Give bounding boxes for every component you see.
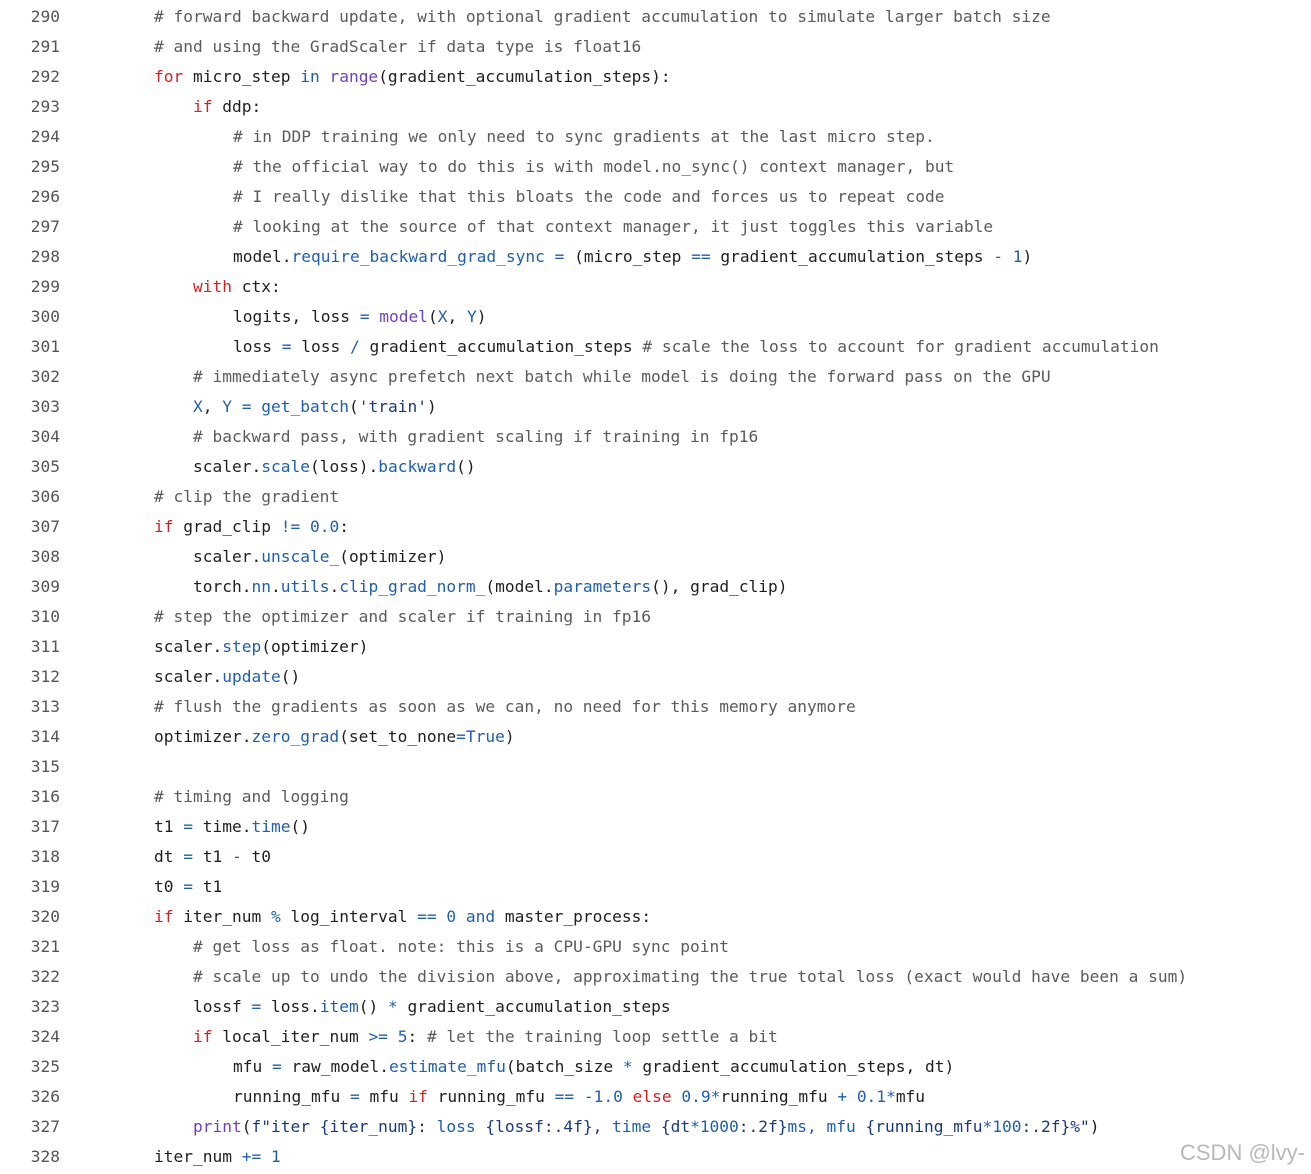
code-text xyxy=(154,872,222,902)
code-token: Y xyxy=(222,397,232,416)
code-token xyxy=(320,67,330,86)
code-token: >= xyxy=(368,1027,388,1046)
code-token xyxy=(574,1087,584,1106)
code-token: scaler. xyxy=(193,547,262,566)
code-token: item xyxy=(319,997,359,1016)
code-token: range xyxy=(329,67,379,86)
code-token: * xyxy=(387,997,398,1016)
code-token: with xyxy=(193,277,232,296)
code-text xyxy=(154,32,641,62)
code-token: = xyxy=(281,337,292,356)
code-line xyxy=(0,1142,1311,1172)
line-number: 309 xyxy=(30,577,60,596)
code-text xyxy=(193,362,1051,392)
code-text xyxy=(154,2,1051,32)
code-text xyxy=(193,392,437,422)
code-text xyxy=(193,542,446,572)
line-number: 327 xyxy=(30,1117,60,1136)
code-token: else xyxy=(632,1087,672,1106)
code-token: = xyxy=(456,727,466,746)
code-token: 'train' xyxy=(358,397,427,416)
line-number: 300 xyxy=(30,307,60,326)
line-number: 299 xyxy=(30,277,60,296)
code-line xyxy=(0,2,1311,32)
code-token xyxy=(300,517,310,536)
code-token: ( xyxy=(241,1117,252,1136)
code-token: / xyxy=(349,337,360,356)
line-number: 307 xyxy=(30,517,60,536)
code-token: # looking at the source of that context manager, it just toggles this variable xyxy=(233,217,994,236)
code-token: 0.9 xyxy=(681,1087,711,1106)
code-token: ddp: xyxy=(212,97,262,116)
code-line xyxy=(0,242,1311,272)
code-line xyxy=(0,302,1311,332)
code-line xyxy=(0,122,1311,152)
code-text xyxy=(233,182,944,212)
code-token xyxy=(388,1027,398,1046)
code-token: # forward backward update, with optional gradient accumulation to simulate larger batch size xyxy=(154,7,1051,26)
code-token xyxy=(456,907,466,926)
code-text xyxy=(154,662,300,692)
code-token: nn xyxy=(251,577,271,596)
code-token: # let the training loop settle a bit xyxy=(426,1027,778,1046)
code-line xyxy=(0,542,1311,572)
line-number: 311 xyxy=(30,637,60,656)
code-token: ) xyxy=(504,727,515,746)
code-line xyxy=(0,32,1311,62)
code-text xyxy=(233,1082,925,1112)
code-token: ( xyxy=(348,397,359,416)
code-line xyxy=(0,962,1311,992)
code-token: running_mfu xyxy=(233,1087,350,1106)
code-token: mfu xyxy=(233,1057,272,1076)
code-text xyxy=(233,302,486,332)
line-number: 305 xyxy=(30,457,60,476)
code-token: t0 xyxy=(154,877,184,896)
code-line xyxy=(0,212,1311,242)
code-token: , xyxy=(202,397,223,416)
code-token: mfu xyxy=(895,1087,926,1106)
code-token: 1 xyxy=(270,1147,281,1166)
code-text xyxy=(193,932,729,962)
code-token: micro_step xyxy=(183,67,301,86)
code-text xyxy=(233,332,1159,362)
line-number: 297 xyxy=(30,217,60,236)
code-text xyxy=(154,902,651,932)
code-token: (set_to_none xyxy=(339,727,457,746)
code-token: * xyxy=(710,1087,721,1106)
code-token: Y xyxy=(466,307,477,326)
code-token: (batch_size xyxy=(505,1057,623,1076)
code-text xyxy=(193,962,1187,992)
code-token: time. xyxy=(193,817,252,836)
code-line xyxy=(0,62,1311,92)
code-token: loss xyxy=(233,337,282,356)
code-token: zero_grad xyxy=(251,727,340,746)
code-token: time xyxy=(251,817,291,836)
code-line xyxy=(0,182,1311,212)
code-token: require_backward_grad_sync xyxy=(291,247,545,266)
line-number: 293 xyxy=(30,97,60,116)
code-token: ( xyxy=(427,307,438,326)
code-text xyxy=(193,1022,778,1052)
code-token: = xyxy=(241,397,252,416)
code-token: # flush the gradients as soon as we can, no need for this memory anymore xyxy=(154,697,856,716)
code-line xyxy=(0,362,1311,392)
code-token: estimate_mfu xyxy=(388,1057,506,1076)
code-token: 5 xyxy=(397,1027,408,1046)
code-line xyxy=(0,632,1311,662)
code-line xyxy=(0,512,1311,542)
line-number: 310 xyxy=(30,607,60,626)
code-token: loss. xyxy=(261,997,320,1016)
code-token: for xyxy=(154,67,184,86)
code-line xyxy=(0,782,1311,812)
line-number: 322 xyxy=(30,967,60,986)
code-line xyxy=(0,662,1311,692)
code-token: 0.1 xyxy=(856,1087,887,1106)
code-text xyxy=(193,92,261,122)
line-number: 295 xyxy=(30,157,60,176)
code-line xyxy=(0,902,1311,932)
code-token: if xyxy=(193,1027,213,1046)
code-token xyxy=(623,1087,633,1106)
code-token: utils xyxy=(280,577,330,596)
code-text xyxy=(193,272,281,302)
code-text xyxy=(154,812,310,842)
code-line xyxy=(0,572,1311,602)
code-token: : xyxy=(339,517,349,536)
code-token: time xyxy=(612,1117,652,1136)
code-token: # clip the gradient xyxy=(154,487,340,506)
code-token: :.2f}%" xyxy=(1021,1117,1090,1136)
code-token: mfu xyxy=(359,1087,409,1106)
code-line xyxy=(0,1052,1311,1082)
code-token xyxy=(672,1087,682,1106)
code-token: ) xyxy=(476,307,487,326)
line-number: 292 xyxy=(30,67,60,86)
code-line xyxy=(0,422,1311,452)
code-token: ) xyxy=(1022,247,1033,266)
code-token: iter_num xyxy=(154,1147,242,1166)
line-number: 304 xyxy=(30,427,60,446)
code-line xyxy=(0,692,1311,722)
code-token: (), grad_clip) xyxy=(651,577,788,596)
code-token: (micro_step xyxy=(564,247,692,266)
code-token: X xyxy=(437,307,448,326)
code-token: # and using the GradScaler if data type is float16 xyxy=(154,37,642,56)
code-token: : xyxy=(407,1027,427,1046)
code-line xyxy=(0,452,1311,482)
code-token: % xyxy=(270,907,281,926)
code-token: unscale_ xyxy=(261,547,340,566)
code-token: # scale up to undo the division above, approximating the true total loss (exact would have been a sum) xyxy=(193,967,1188,986)
code-token: iter_num xyxy=(173,907,271,926)
code-token: :.2f} xyxy=(738,1117,788,1136)
code-token: ctx: xyxy=(231,277,281,296)
code-token: (model. xyxy=(485,577,554,596)
code-token: # the official way to do this is with model.no_sync() context manager, but xyxy=(233,157,955,176)
line-number: 324 xyxy=(30,1027,60,1046)
code-token: () xyxy=(456,457,476,476)
code-line xyxy=(0,722,1311,752)
line-number: 318 xyxy=(30,847,60,866)
code-token: () xyxy=(290,817,310,836)
code-token: logits, loss xyxy=(233,307,360,326)
code-text xyxy=(193,992,671,1022)
code-text xyxy=(154,722,515,752)
code-line xyxy=(0,482,1311,512)
line-number: 290 xyxy=(30,7,60,26)
code-token: {dt xyxy=(651,1117,691,1136)
code-token: t0 xyxy=(241,847,271,866)
code-token: and xyxy=(465,907,496,926)
code-token: # timing and logging xyxy=(154,787,349,806)
code-token: # I really dislike that this bloats the code and forces us to repeat code xyxy=(233,187,945,206)
line-number: 298 xyxy=(30,247,60,266)
code-text xyxy=(233,152,954,182)
code-line xyxy=(0,812,1311,842)
line-number: 317 xyxy=(30,817,60,836)
code-token: , xyxy=(447,307,467,326)
code-token: clip_grad_norm_ xyxy=(339,577,486,596)
code-token xyxy=(369,307,379,326)
code-text xyxy=(233,122,935,152)
code-token: {running_mfu xyxy=(855,1117,983,1136)
code-line xyxy=(0,842,1311,872)
code-token: backward xyxy=(378,457,457,476)
code-line xyxy=(0,992,1311,1022)
code-token: if xyxy=(154,907,174,926)
code-token: dt xyxy=(154,847,184,866)
line-number: 312 xyxy=(30,667,60,686)
code-token: master_process: xyxy=(495,907,652,926)
code-line xyxy=(0,152,1311,182)
code-token: print xyxy=(193,1117,242,1136)
code-line xyxy=(0,1112,1311,1142)
code-token: parameters xyxy=(553,577,652,596)
code-token: = xyxy=(183,817,193,836)
code-token: loss xyxy=(436,1117,476,1136)
code-token: == xyxy=(554,1087,575,1106)
code-token: # scale the loss to account for gradient accumulation xyxy=(642,337,1159,356)
code-token: scaler. xyxy=(154,637,223,656)
code-text xyxy=(193,422,758,452)
code-token: 1000 xyxy=(699,1117,739,1136)
code-token: model. xyxy=(233,247,292,266)
code-token: scaler. xyxy=(154,667,223,686)
code-token: {lossf:.4f}, xyxy=(475,1117,613,1136)
code-token: gradient_accumulation_steps xyxy=(710,247,994,266)
code-token xyxy=(1003,247,1013,266)
code-token: . xyxy=(270,577,281,596)
code-token: t1 xyxy=(193,877,223,896)
code-token: step xyxy=(222,637,262,656)
code-block xyxy=(0,2,1311,1172)
csdn-watermark: CSDN @lvy- xyxy=(1180,1140,1305,1165)
code-token: if xyxy=(408,1087,428,1106)
code-text xyxy=(233,1052,954,1082)
code-token: = xyxy=(183,847,193,866)
code-token: scaler. xyxy=(193,457,262,476)
code-token: t1 xyxy=(193,847,232,866)
code-token: (gradient_accumulation_steps): xyxy=(378,67,671,86)
code-token: f"iter {iter_num}: xyxy=(251,1117,437,1136)
code-text xyxy=(154,1142,281,1172)
code-token xyxy=(232,397,242,416)
line-number: 316 xyxy=(30,787,60,806)
code-token: if xyxy=(154,517,174,536)
code-text xyxy=(233,242,1032,272)
code-text xyxy=(154,692,856,722)
code-token: = xyxy=(183,877,193,896)
line-number: 302 xyxy=(30,367,60,386)
code-token: running_mfu xyxy=(720,1087,838,1106)
code-token: * xyxy=(690,1117,700,1136)
code-token: - xyxy=(231,847,242,866)
line-number: 294 xyxy=(30,127,60,146)
code-token: + xyxy=(837,1087,848,1106)
code-token: gradient_accumulation_steps, dt) xyxy=(632,1057,955,1076)
code-text xyxy=(154,782,349,812)
code-token: # step the optimizer and scaler if training in fp16 xyxy=(154,607,652,626)
code-token: 1 xyxy=(1012,247,1023,266)
code-token xyxy=(437,907,447,926)
line-number: 325 xyxy=(30,1057,60,1076)
code-token: += xyxy=(241,1147,262,1166)
code-token: == xyxy=(417,907,437,926)
code-token: grad_clip xyxy=(173,517,281,536)
code-line xyxy=(0,1022,1311,1052)
code-token: # backward pass, with gradient scaling if training in fp16 xyxy=(193,427,759,446)
code-text xyxy=(154,512,349,542)
code-line xyxy=(0,872,1311,902)
code-token: t1 xyxy=(154,817,184,836)
code-token: 100 xyxy=(992,1117,1022,1136)
code-token xyxy=(847,1087,857,1106)
code-text xyxy=(193,1112,1099,1142)
code-line xyxy=(0,932,1311,962)
code-token: () xyxy=(358,997,388,1016)
code-token: (optimizer) xyxy=(339,547,447,566)
code-token xyxy=(261,1147,271,1166)
code-token: raw_model. xyxy=(281,1057,389,1076)
code-line xyxy=(0,332,1311,362)
code-token: optimizer. xyxy=(154,727,252,746)
code-token: if xyxy=(193,97,213,116)
code-token: ) xyxy=(426,397,437,416)
code-token xyxy=(545,247,555,266)
code-text xyxy=(154,842,271,872)
code-token: in xyxy=(300,67,320,86)
code-token: ) xyxy=(1089,1117,1100,1136)
line-number: 323 xyxy=(30,997,60,1016)
code-token: = xyxy=(349,1087,360,1106)
code-token xyxy=(252,397,262,416)
line-number: 306 xyxy=(30,487,60,506)
code-token: True xyxy=(465,727,505,746)
code-token: = xyxy=(359,307,370,326)
code-line xyxy=(0,392,1311,422)
code-token: -1.0 xyxy=(583,1087,623,1106)
code-token: log_interval xyxy=(280,907,418,926)
code-token: # immediately async prefetch next batch while model is doing the forward pass on the GPU xyxy=(193,367,1051,386)
code-token: (loss). xyxy=(309,457,379,476)
line-number: 326 xyxy=(30,1087,60,1106)
code-token: != xyxy=(280,517,301,536)
code-token: scale xyxy=(261,457,310,476)
line-number: 328 xyxy=(30,1147,60,1166)
code-text xyxy=(154,602,651,632)
code-token: = xyxy=(271,1057,282,1076)
line-number: 319 xyxy=(30,877,60,896)
line-number: 291 xyxy=(30,37,60,56)
code-token: get_batch xyxy=(261,397,349,416)
code-token: * xyxy=(622,1057,633,1076)
code-text xyxy=(154,62,671,92)
code-token: 0.0 xyxy=(309,517,340,536)
code-line xyxy=(0,272,1311,302)
code-token: = xyxy=(251,997,262,1016)
code-token: * xyxy=(982,1117,993,1136)
line-number: 303 xyxy=(30,397,60,416)
code-token: X xyxy=(193,397,203,416)
code-token: # in DDP training we only need to sync gradients at the last micro step. xyxy=(233,127,935,146)
code-text xyxy=(233,212,993,242)
code-token: torch. xyxy=(193,577,252,596)
code-token: == xyxy=(691,247,711,266)
code-token: update xyxy=(222,667,281,686)
line-number: 296 xyxy=(30,187,60,206)
line-number: 315 xyxy=(30,757,60,776)
code-token: gradient_accumulation_steps xyxy=(397,997,671,1016)
code-token: # get loss as float. note: this is a CPU-GPU sync point xyxy=(193,937,730,956)
line-number: 313 xyxy=(30,697,60,716)
code-line xyxy=(0,1082,1311,1112)
code-token: lossf xyxy=(193,997,252,1016)
code-line xyxy=(0,602,1311,632)
code-token: = xyxy=(554,247,565,266)
line-number: 308 xyxy=(30,547,60,566)
code-token: (optimizer) xyxy=(261,637,369,656)
code-text xyxy=(193,572,788,602)
code-token: . xyxy=(329,577,340,596)
code-token: - xyxy=(993,247,1003,266)
code-text xyxy=(154,482,339,512)
code-line xyxy=(0,92,1311,122)
code-text xyxy=(193,452,476,482)
code-text xyxy=(154,632,368,662)
code-token: local_iter_num xyxy=(212,1027,369,1046)
code-token: gradient_accumulation_steps xyxy=(359,337,643,356)
line-number: 301 xyxy=(30,337,60,356)
code-token: 0 xyxy=(446,907,457,926)
code-token: running_mfu xyxy=(427,1087,555,1106)
code-token: model xyxy=(379,307,428,326)
code-token: * xyxy=(886,1087,896,1106)
code-token: loss xyxy=(291,337,350,356)
line-number: 321 xyxy=(30,937,60,956)
code-line xyxy=(0,752,1311,782)
code-token: () xyxy=(280,667,301,686)
line-number: 314 xyxy=(30,727,60,746)
code-token: ms, mfu xyxy=(787,1117,856,1136)
line-number: 320 xyxy=(30,907,60,926)
